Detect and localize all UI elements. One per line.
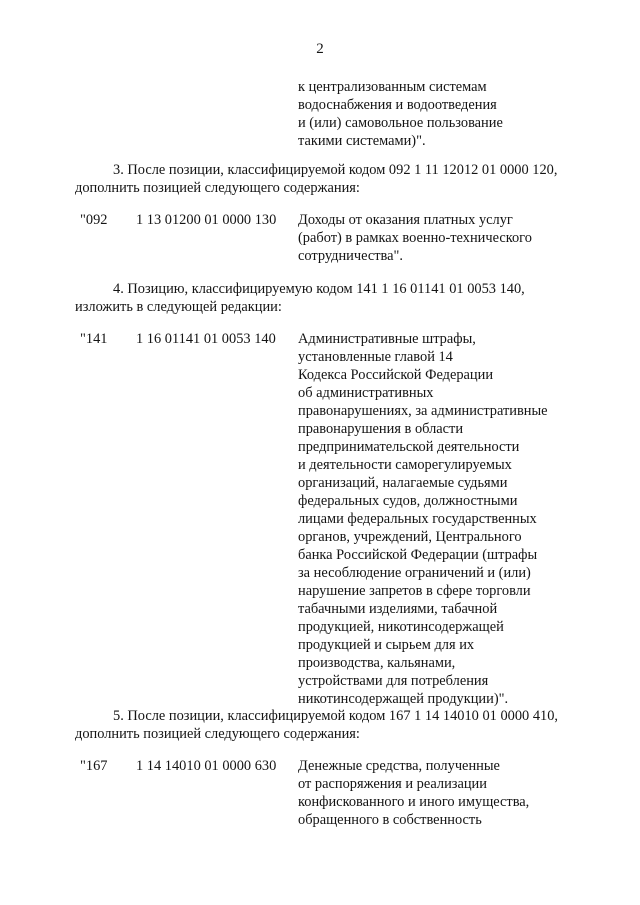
description-line: банка Российской Федерации (штрафы xyxy=(298,547,538,563)
continuation-text xyxy=(298,78,503,150)
instruction-line: 3. После позиции, классифицируемой кодом 092 1 11 12012 01 0000 120, xyxy=(113,162,558,178)
description-line: обращенного в собственность xyxy=(298,812,482,828)
description-line: федеральных судов, должностными xyxy=(298,493,518,509)
description-line: от распоряжения и реализации xyxy=(298,776,487,792)
description-line: правонарушения в области xyxy=(298,421,464,437)
item-5-instruction xyxy=(75,707,575,743)
description-line: правонарушениях, за административные xyxy=(298,403,548,419)
income-description xyxy=(298,330,548,708)
continuation-line: водоснабжения и водоотведения xyxy=(298,97,497,113)
continuation-line: и (или) самовольное пользование xyxy=(298,115,503,131)
description-line: (работ) в рамках военно-технического xyxy=(298,230,532,246)
description-line: организаций, налагаемые судьями xyxy=(298,475,508,491)
description-line: нарушение запретов в сфере торговли xyxy=(298,583,531,599)
income-description xyxy=(298,211,532,265)
income-code: 1 14 14010 01 0000 630 xyxy=(136,758,277,774)
income-description xyxy=(298,757,529,829)
description-line: за несоблюдение ограничений и (или) xyxy=(298,565,531,581)
description-line: продукцией, никотинсодержащей xyxy=(298,619,504,635)
description-line: производства, кальянами, xyxy=(298,655,456,671)
instruction-line: 5. После позиции, классифицируемой кодом 167 1 14 14010 01 0000 410, xyxy=(113,708,559,724)
description-line: продукцией и сырьем для их xyxy=(298,637,475,653)
description-line: Доходы от оказания платных услуг xyxy=(298,212,513,228)
instruction-line: 4. Позицию, классифицируемую кодом 141 1 16 01141 01 0053 140, xyxy=(113,281,525,297)
admin-code: "092 xyxy=(80,212,108,228)
page-number: 2 xyxy=(316,41,324,57)
income-code: 1 13 01200 01 0000 130 xyxy=(136,212,277,228)
description-line: установленные главой 14 xyxy=(298,349,453,365)
description-line: конфискованного и иного имущества, xyxy=(298,794,530,810)
description-line: Денежные средства, полученные xyxy=(298,758,500,774)
description-line: устройствами для потребления xyxy=(298,673,489,689)
description-line: Административные штрафы, xyxy=(298,331,476,347)
description-line: органов, учреждений, Центрального xyxy=(298,529,522,545)
instruction-line: дополнить позицией следующего содержания: xyxy=(75,180,360,196)
description-line: табачными изделиями, табачной xyxy=(298,601,498,617)
instruction-line: дополнить позицией следующего содержания: xyxy=(75,726,360,742)
instruction-line: изложить в следующей редакции: xyxy=(75,299,282,315)
item-4-instruction xyxy=(75,280,575,316)
description-line: никотинсодержащей продукции)". xyxy=(298,691,509,707)
income-code: 1 16 01141 01 0053 140 xyxy=(136,331,276,347)
description-line: лицами федеральных государственных xyxy=(298,511,537,527)
description-line: об административных xyxy=(298,385,434,401)
description-line: Кодекса Российской Федерации xyxy=(298,367,494,383)
admin-code: "167 xyxy=(80,758,108,774)
admin-code: "141 xyxy=(80,331,108,347)
continuation-line: к централизованным системам xyxy=(298,79,487,95)
continuation-line: такими системами)". xyxy=(298,133,426,149)
description-line: и деятельности саморегулируемых xyxy=(298,457,512,473)
description-line: предпринимательской деятельности xyxy=(298,439,520,455)
description-line: сотрудничества". xyxy=(298,248,403,264)
item-3-instruction xyxy=(75,161,575,197)
